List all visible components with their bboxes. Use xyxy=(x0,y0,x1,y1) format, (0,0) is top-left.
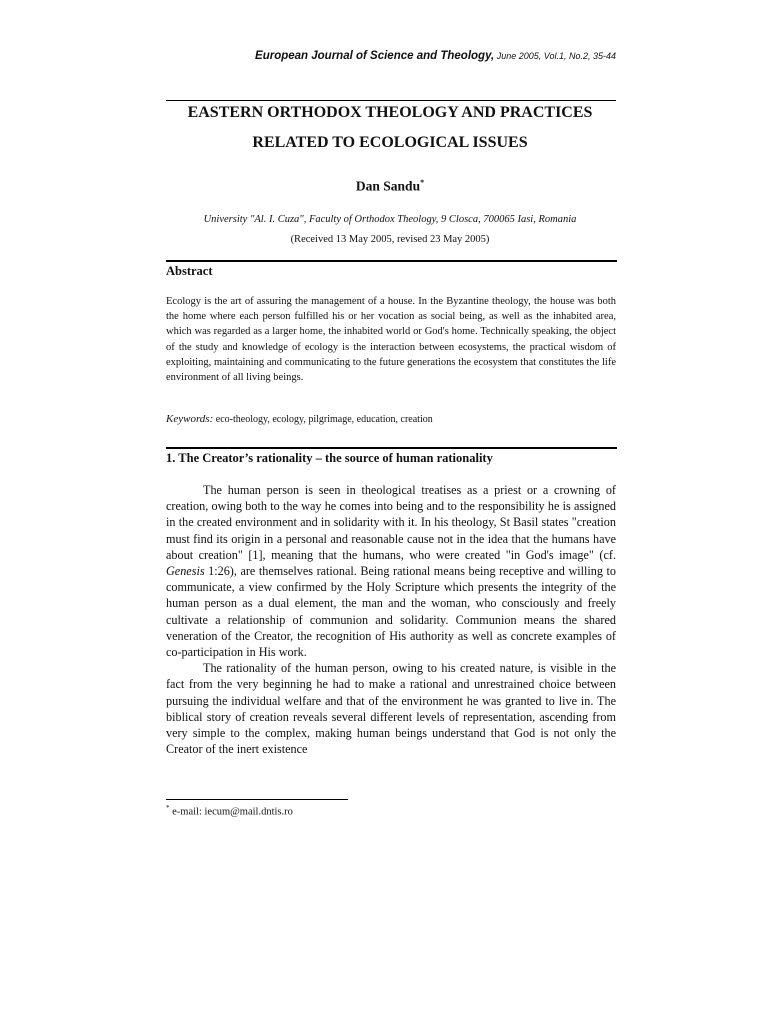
keywords-list: eco-theology, ecology, pilgrimage, education, creation xyxy=(215,414,433,425)
journal-issue: June 2005, Vol.1, No.2, 35-44 xyxy=(494,51,616,61)
section-1-heading: 1. The Creator’s rationality – the source of human rationality xyxy=(166,451,493,465)
footnote-text: e-mail: iecum@mail.dntis.ro xyxy=(169,806,293,818)
author-name: Dan Sandu* xyxy=(355,178,425,194)
abstract-text: Ecology is the art of assuring the management of a house. In the Byzantine theology, the house was both the home where each person fulfilled his or her vocation as social being, as well as the inhabited area, which was regarded as a larger home, the inhabited world or God's home. Technically speaking, the object of the study and knowledge of ecology is the interaction between ecosystems, the practical wisdom of exploiting, maintaining and communicating to the future generations the ecosystem that constitutes the life environment of all living beings. xyxy=(166,296,616,384)
footnote xyxy=(166,804,293,818)
author-affiliation: University "Al. I. Cuza", Faculty of Orthodox Theology, 9 Closca, 700065 Iasi, Romania xyxy=(203,214,577,225)
paragraph-2: The rationality of the human person, owing to his created nature, is visible in the fact from the very beginning he had to make a rational and unrestrained choice between pursuing the individual welfare and that of the environment he was granted to live in. The biblical story of creation reveals several different levels of representation, ascending from very simple to the complex, making human beings understand that God is not only the Creator of the inert existence xyxy=(166,661,616,757)
abstract-rule xyxy=(166,260,617,262)
genesis-ref: Genesis xyxy=(166,564,205,579)
paper-title-line2: RELATED TO ECOLOGICAL ISSUES xyxy=(252,134,528,151)
paragraph-1: The human person is seen in theological treatises as a priest or a crowning of creation, owing both to the way he comes into being and to the responsibility he is assigned in the created environment and in solidarity with it. In his theology, St Basil states "creation must find its origin in a personal and reasonable cause not in the idea that the humans have about creation" [1], meaning that the humans, who were created "in God's image" (cf. Genesis 1:26), are themselves rational. Being rational means being receptive and willing to communicate, a view confirmed by the Holy Scripture which presents the integrity of the human person as a dual element, the man and the woman, who consciously and freely cultivate a relationship of communion and solidarity. Communion means the shared veneration of the Creator, the recognition of His authority as well as concrete examples of co-participation in His work. xyxy=(166,483,616,660)
footnote-marker: * xyxy=(166,804,170,812)
paper-title-line1: EASTERN ORTHODOX THEOLOGY AND PRACTICES xyxy=(187,104,593,121)
journal-header xyxy=(166,48,616,64)
abstract-heading: Abstract xyxy=(166,264,213,278)
top-rule xyxy=(166,100,616,101)
keywords xyxy=(166,413,616,425)
footnote-rule xyxy=(166,799,348,800)
section-rule xyxy=(166,447,617,449)
received-dates: (Received 13 May 2005, revised 23 May 2005) xyxy=(290,234,490,245)
keywords-label: Keywords: xyxy=(166,413,214,425)
section-1-body xyxy=(166,482,616,757)
journal-name: European Journal of Science and Theology, xyxy=(255,50,495,62)
author-footnote-marker: * xyxy=(420,178,425,187)
